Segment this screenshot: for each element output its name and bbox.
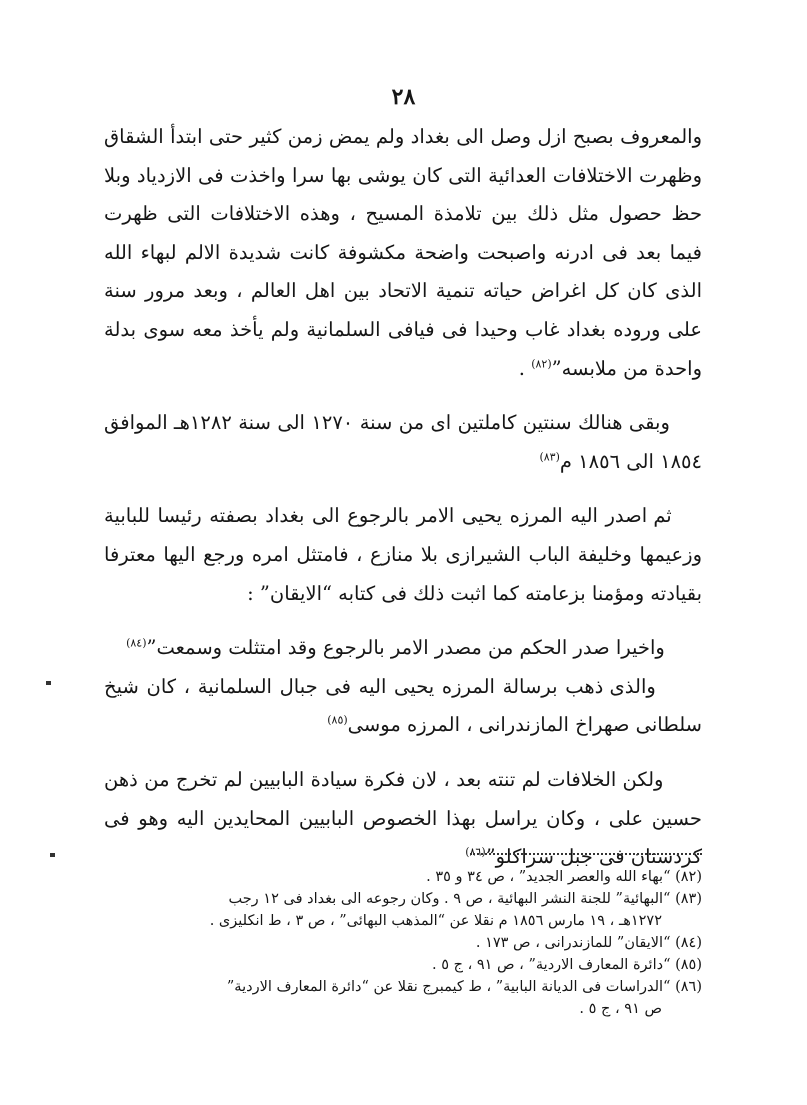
quotation bbox=[104, 629, 702, 668]
footnote-82: (٨٢) “بهاء الله والعصر الجديد” ، ص ٣٤ و ٣٥ . bbox=[426, 869, 702, 885]
footnote-ref-85: (٨٥) bbox=[327, 713, 348, 727]
footnote-ref-83: (٨٣) bbox=[539, 450, 560, 464]
text-line: ثم اصدر اليه المرزه يحيى الامر بالرجوع الى بغداد بصفته رئيسا للبابية وزعيمها bbox=[104, 504, 702, 566]
text-line: وبقى هنالك سنتين كاملتين اى من سنة ١٢٧٠ الى سنة ١٢٨٢هـ الموافق bbox=[104, 411, 670, 435]
footnote-83-continued: ١٢٧٢هـ ، ١٩ مارس ١٨٥٦ م نقلا عن “المذهب البهائى” ، ص ٣ ، ط انكليزى . bbox=[209, 913, 662, 929]
text-line: كردستان فى جبل سراكلو” bbox=[485, 845, 702, 869]
text-line: وبلا حظ حصول مثل ذلك بين تلامذة المسيح ، وهذه الاختلافات التى ظهرت bbox=[104, 163, 702, 226]
text-line: والمعروف بصبح ازل وصل الى بغداد ولم يمض زمن كثير حتى ابتدأ الشقاق bbox=[104, 125, 702, 148]
text-line: حسين على ، وكان يراسل بهذا الخصوص البابيين المحايدين اليه وهو فى bbox=[104, 806, 702, 830]
footnote-86: (٨٦) “الدراسات فى الديانة البابية” ، ط كيمبرج نقلا عن “دائرة المعارف الاردية” bbox=[226, 979, 702, 995]
footnote-86-continued: ص ٩١ ، ج ٥ . bbox=[579, 1001, 662, 1017]
margin-mark bbox=[46, 681, 51, 685]
paragraph-1: والمعروف بصبح ازل وصل الى بغداد ولم يمض زمن كثير حتى ابتدأ الشقاق وظهرت الاختلافات العدائية التى كان يوشى بها سرا واخذت فى الازدياد وبلا حظ حصول مثل ذلك بين تلامذة المسيح ، وهذه الاختلافات التى ظهرت فيما بعد فى ادرنه واصبحت واضحة مكشوفة كانت شديدة الالم لبهاء الله الذى كان كل اغراض حياته تنمية الاتحاد بين اهل العالم ، وبعد مرور سنة على وروده بغداد غاب وحيدا فى فيافى السلمانية ولم يأخذ معه سوى بدلة واحدة من ملابسه”$^{(٨٢)}$ . bbox=[104, 125, 703, 380]
text-line: بزعامته كما اثبت ذلك فى كتابه “الايقان” : bbox=[247, 581, 586, 605]
text-line: فيما بعد فى ادرنه واصبحت واضحة مكشوفة كانت شديدة الالم لبهاء الله الذى bbox=[104, 240, 702, 303]
text-line: وظهرت الاختلافات العدائية التى كان يوشى بها سرا واخذت فى الازدياد bbox=[136, 163, 702, 187]
footnote-ref-86: (٨٦) bbox=[465, 845, 486, 859]
paragraph-5 bbox=[104, 668, 702, 745]
paragraph-2 bbox=[104, 404, 702, 481]
paragraph-6 bbox=[104, 761, 702, 877]
text-line: من ملابسه” bbox=[551, 356, 649, 380]
text-line: واخيرا صدر الحكم من مصدر الامر بالرجوع وقد امتثلت وسمعت” bbox=[146, 636, 665, 660]
text-line: صهراخ المازندرانى ، المرزه موسى bbox=[347, 713, 630, 737]
page-number: ٢٨ bbox=[391, 84, 416, 110]
text-line: والذى ذهب برسالة المرزه يحيى اليه فى جبال السلمانية ، كان شيخ سلطانى bbox=[104, 674, 702, 737]
footnote-separator bbox=[470, 853, 702, 855]
footnote-83: (٨٣) “البهائية” للجنة النشر البهائية ، ص ٩ . وكان رجوعه الى بغداد فى ١٢ رجب bbox=[228, 891, 702, 907]
footnotes bbox=[104, 866, 702, 1020]
text-line: وخليفة الباب الشيرازى بلا منازع ، فامتثل امره ورجع اليها معترفا بقيادته ومؤمنا bbox=[104, 542, 702, 605]
footnote-ref-84: (٨٤) bbox=[126, 636, 147, 650]
text-line: ولكن الخلافات لم تنته بعد ، لان فكرة سيادة البابيين لم تخرج من ذهن bbox=[104, 767, 664, 791]
footnote-85: (٨٥) “دائرة المعارف الاردية” ، ص ٩١ ، ج ٥ . bbox=[431, 957, 702, 973]
text-line: ١٨٥٤ الى ١٨٥٦ م bbox=[559, 449, 702, 473]
paragraph-3 bbox=[104, 497, 702, 613]
text-line: كان كل اغراض حياته تنمية الاتحاد بين اهل العالم ، وبعد مرور سنة على وروده bbox=[104, 279, 703, 341]
footnote-ref-82: (٨٢) bbox=[531, 357, 552, 371]
body-text bbox=[104, 118, 702, 877]
margin-mark bbox=[50, 853, 55, 857]
footnote-84: (٨٤) “الايقان” للمازندرانى ، ص ١٧٣ . bbox=[475, 935, 702, 951]
text-line: بغداد غاب وحيدا فى فيافى السلمانية ولم يأخذ معه سوى بدلة واحدة bbox=[104, 317, 702, 380]
